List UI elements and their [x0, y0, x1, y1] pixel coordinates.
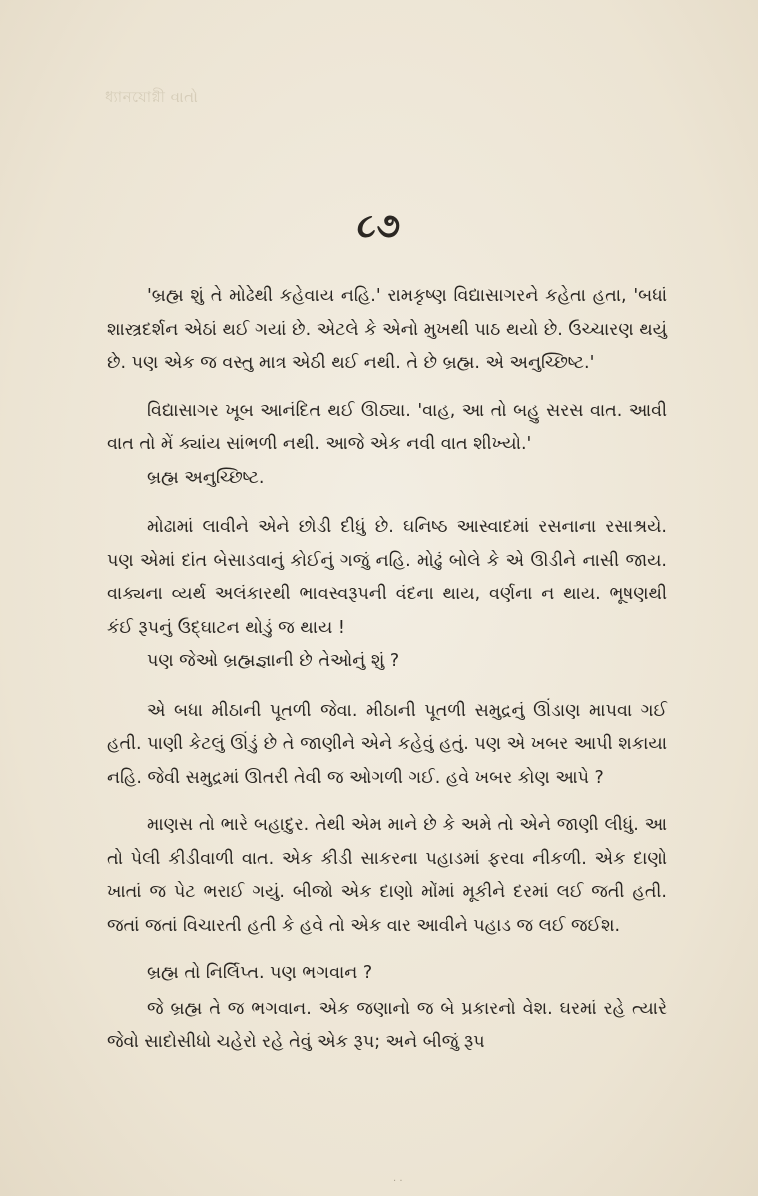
paragraph-8: બ્રહ્મ તો નિર્લિપ્ત. પણ ભગવાન ? — [147, 963, 373, 983]
paragraph-1: 'બ્રહ્મ શું તે મોઢેથી કહેવાય નહિ.' રામકૃષ્ણ વિદ્યાસાગરને કહેતા હતા, 'બધાં શાસ્ત્રદર્શન એઠાં થઈ ગયાં છે. એટલે કે એનો મુખથી પાઠ થયો છે. ઉચ્ચારણ થયું છે. પણ એક જ વસ્તુ માત્ર એઠી થઈ નથી. તે છે બ્રહ્મ. એ અનુચ્છિષ્ટ.' — [107, 286, 667, 373]
paragraph-7: માણસ તો ભારે બહાદુર. તેથી એમ માને છે કે અમે તો એને જાણી લીધું. આ તો પેલી કીડીવાળી વાત. એક કીડી સાકરના પહાડમાં ફરવા નીકળી. એક દાણો ખાતાં જ પેટ ભરાઈ ગયું. બીજો એક દાણો મોંમાં મૂકીને દરમાં લઈ જતી હતી. જતાં જતાં વિચારતી હતી કે હવે તો એક વાર આવીને પહાડ જ લઈ જઈશ. — [107, 815, 667, 936]
paragraph-6: એ બધા મીઠાની પૂતળી જેવા. મીઠાની પૂતળી સમુદ્રનું ઊંડાણ માપવા ગઈ હતી. પાણી કેટલું ઊંડું છે તે જાણીને એને કહેવું હતું. પણ એ ખબર આપી શકાયા નહિ. જેવી સમુદ્રમાં ઊતરી તેવી જ ઓગળી ગઈ. હવે ખબર કોણ આપે ? — [107, 700, 667, 788]
paragraph-4: મોઢામાં લાવીને એને છોડી દીધું છે. ઘનિષ્ઠ આસ્વાદમાં રસનાના રસાશ્રયે. પણ એમાં દાંત બેસાડવાનું કોઈનું ગજું નહિ. મોઢું બોલે કે એ ઊડીને નાસી જાય. વાક્યના વ્યર્થ અલંકારથી ભાવસ્વરૂપની વંદના થાય, વર્ણના ન થાય. ભૂષણથી કંઈ રૂપનું ઉદ્ઘાટન થોડું જ થાય ! — [107, 517, 667, 638]
chapter-number: ૮૭ — [356, 206, 402, 246]
faded-header: ধ্যানযোগ্নী વાતો — [105, 88, 199, 106]
paragraph-9: જે બ્રહ્મ તે જ ભગવાન. એક જણાનો જ બે પ્રકારનો વેશ. ઘરમાં રહે ત્યારે જેવો સાદોસીધો ચહેરો રહે તેવું એક રૂપ; અને બીજું રૂપ — [107, 998, 667, 1052]
body-text — [107, 280, 667, 1060]
paragraph-2: વિદ્યાસાગર ખૂબ આનંદિત થઈ ઊઠ્યા. 'વાહ, આ તો બહુ સરસ વાત. આવી વાત તો મેં ક્યાંય સાંભળી નથી. આજે એક નવી વાત શીખ્યો.' — [107, 400, 667, 454]
paragraph-3: બ્રહ્મ અનુચ્છિષ્ટ. — [147, 467, 265, 488]
paragraph-5: પણ જેઓ બ્રહ્મજ્ઞાની છે તેઓનું શું ? — [147, 651, 400, 671]
page-mark: · · — [393, 1176, 403, 1187]
